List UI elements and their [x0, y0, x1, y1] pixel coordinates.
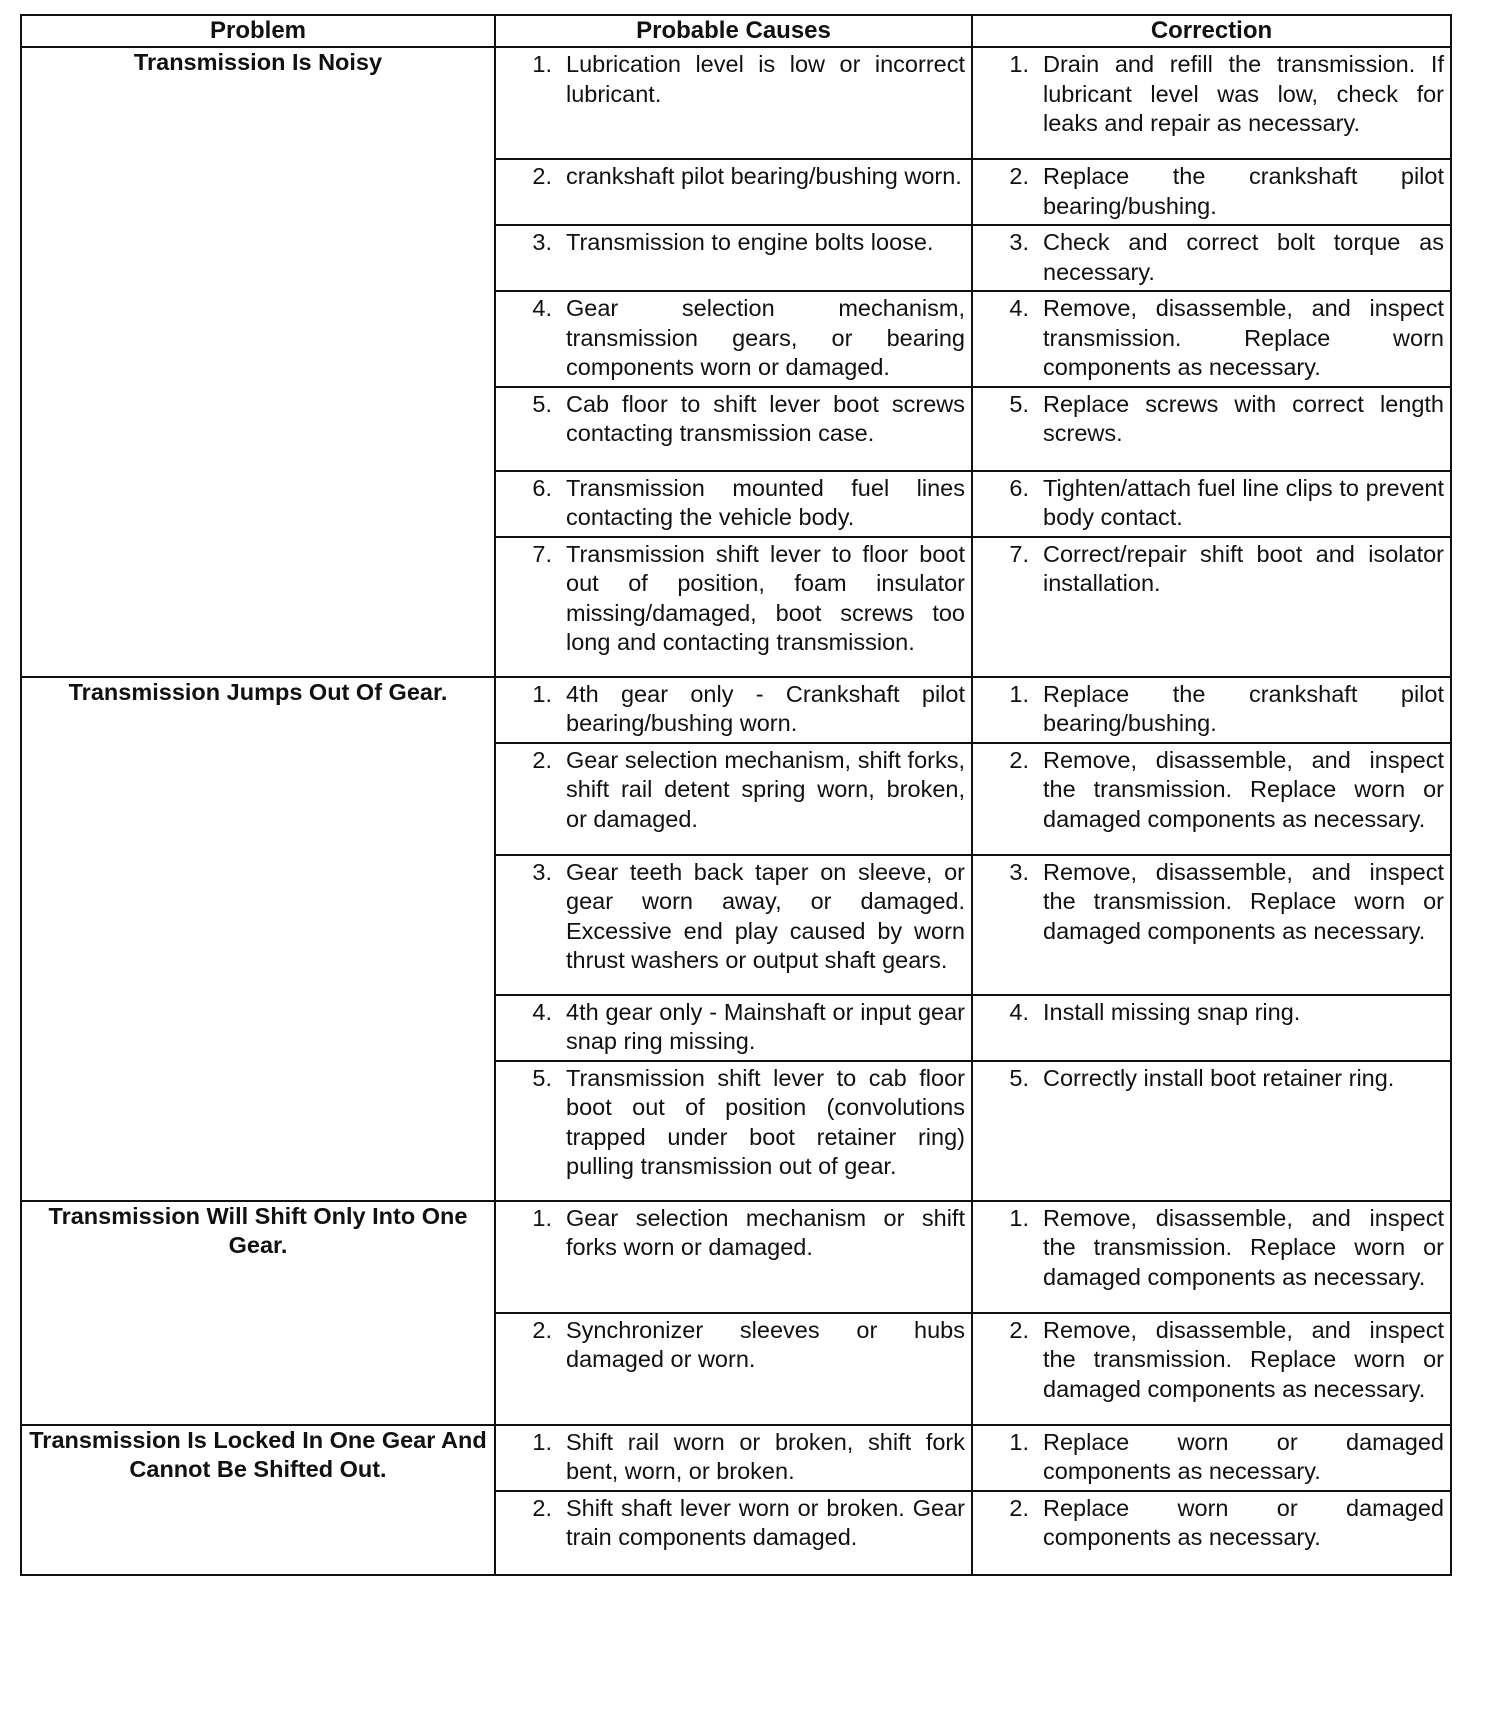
- correction-text: Remove, disassemble, and inspect transmission. Replace worn components as necessary.: [1043, 295, 1444, 380]
- correction-cell: [972, 995, 1451, 1061]
- correction-text: Replace the crankshaft pilot bearing/bushing.: [1043, 680, 1444, 736]
- correction-number: 5.: [1009, 1064, 1029, 1091]
- correction-cell: [972, 47, 1451, 159]
- correction-number: 1.: [1009, 1204, 1029, 1231]
- cause-item: [496, 1426, 971, 1490]
- cause-item: [496, 678, 971, 742]
- correction-item: [973, 856, 1450, 950]
- correction-item: [973, 472, 1450, 536]
- correction-item: [973, 1492, 1450, 1556]
- header-row: [21, 15, 1451, 47]
- table-body: [21, 47, 1451, 1575]
- cause-cell: [495, 1061, 972, 1201]
- cause-number: 2.: [532, 746, 552, 773]
- cause-cell: [495, 47, 972, 159]
- cause-number: 1.: [532, 680, 552, 707]
- correction-item: [973, 160, 1450, 224]
- correction-text: Correct/repair shift boot and isolator installation.: [1043, 540, 1444, 596]
- cause-number: 3.: [532, 858, 552, 885]
- header-problem: Problem: [21, 15, 495, 47]
- correction-number: 2.: [1009, 746, 1029, 773]
- correction-text: Remove, disassemble, and inspect the transmission. Replace worn or damaged components as necessary.: [1043, 1204, 1444, 1290]
- correction-item: [973, 996, 1450, 1031]
- correction-text: Remove, disassemble, and inspect the transmission. Replace worn or damaged components as necessary.: [1043, 746, 1444, 832]
- correction-text: Replace worn or damaged components as necessary.: [1043, 1428, 1444, 1484]
- correction-cell: [972, 1313, 1451, 1425]
- cause-number: 7.: [532, 540, 552, 567]
- cause-cell: [495, 1425, 972, 1491]
- header-correction: Correction: [972, 15, 1451, 47]
- cause-item: [496, 48, 971, 112]
- cause-item: [496, 1492, 971, 1556]
- cause-cell: [495, 743, 972, 855]
- cause-cell: [495, 1313, 972, 1425]
- correction-number: 1.: [1009, 1428, 1029, 1455]
- cause-text: Cab floor to shift lever boot screws contacting transmission case.: [566, 390, 965, 446]
- cause-text: Lubrication level is low or incorrect lubricant.: [566, 51, 965, 107]
- cause-cell: [495, 1491, 972, 1575]
- table-row: [21, 1425, 1451, 1491]
- cause-item: [496, 292, 971, 386]
- correction-number: 4.: [1009, 295, 1029, 321]
- correction-item: [973, 1426, 1450, 1490]
- troubleshooting-sheet: [20, 14, 1450, 1576]
- correction-cell: [972, 387, 1451, 471]
- correction-text: Replace screws with correct length screws.: [1043, 390, 1444, 446]
- correction-text: Replace the crankshaft pilot bearing/bushing.: [1043, 163, 1444, 219]
- cause-cell: [495, 677, 972, 743]
- correction-number: 3.: [1009, 229, 1029, 255]
- table-row: [21, 1201, 1451, 1313]
- correction-text: Install missing snap ring.: [1043, 998, 1301, 1025]
- correction-cell: [972, 1061, 1451, 1201]
- cause-text: Shift rail worn or broken, shift fork bent, worn, or broken.: [566, 1428, 965, 1484]
- correction-number: 4.: [1009, 998, 1029, 1025]
- cause-number: 6.: [532, 474, 552, 501]
- troubleshooting-table: [20, 14, 1452, 1576]
- correction-number: 2.: [1009, 1494, 1029, 1521]
- cause-cell: [495, 471, 972, 537]
- correction-text: Check and correct bolt torque as necessary.: [1043, 229, 1444, 285]
- correction-item: [973, 678, 1450, 742]
- correction-cell: [972, 677, 1451, 743]
- cause-text: crankshaft pilot bearing/bushing worn.: [566, 163, 962, 189]
- cause-text: Transmission mounted fuel lines contacting the vehicle body.: [566, 474, 965, 530]
- cause-text: Gear selection mechanism or shift forks worn or damaged.: [566, 1204, 965, 1260]
- cause-cell: [495, 995, 972, 1061]
- cause-cell: [495, 291, 972, 387]
- correction-item: [973, 1202, 1450, 1296]
- cause-text: Shift shaft lever worn or broken. Gear train components damaged.: [566, 1494, 965, 1550]
- cause-cell: [495, 387, 972, 471]
- correction-number: 1.: [1009, 680, 1029, 707]
- table-row: [21, 47, 1451, 159]
- cause-number: 4.: [532, 998, 552, 1025]
- cause-item: [496, 1202, 971, 1266]
- cause-text: Synchronizer sleeves or hubs damaged or worn.: [566, 1316, 965, 1372]
- correction-item: [973, 388, 1450, 452]
- correction-number: 6.: [1009, 474, 1029, 501]
- cause-cell: [495, 159, 972, 225]
- cause-number: 3.: [532, 229, 552, 255]
- header-probable-causes: Probable Causes: [495, 15, 972, 47]
- cause-item: [496, 160, 971, 195]
- cause-number: 2.: [532, 1316, 552, 1343]
- cause-text: Gear selection mechanism, transmission gears, or bearing components worn or damaged.: [566, 295, 965, 380]
- correction-number: 1.: [1009, 51, 1029, 77]
- problem-cell: Transmission Is Locked In One Gear And Cannot Be Shifted Out.: [21, 1425, 495, 1575]
- cause-cell: [495, 537, 972, 677]
- correction-cell: [972, 855, 1451, 995]
- correction-text: Remove, disassemble, and inspect the transmission. Replace worn or damaged components as necessary.: [1043, 1316, 1444, 1402]
- cause-number: 1.: [532, 51, 552, 77]
- cause-text: Gear selection mechanism, shift forks, shift rail detent spring worn, broken, or damaged.: [566, 746, 965, 832]
- correction-item: [973, 1314, 1450, 1408]
- cause-number: 4.: [532, 295, 552, 321]
- cause-item: [496, 538, 971, 661]
- cause-item: [496, 996, 971, 1060]
- correction-item: [973, 48, 1450, 142]
- cause-text: Gear teeth back taper on sleeve, or gear worn away, or damaged. Excessive end play caused by worn thrust washers or output shaft gears.: [566, 858, 965, 973]
- correction-cell: [972, 537, 1451, 677]
- cause-text: Transmission shift lever to cab floor boot out of position (convolutions trapped under boot retainer ring) pulling transmission out of gear.: [566, 1064, 965, 1179]
- cause-number: 2.: [532, 1494, 552, 1521]
- cause-item: [496, 388, 971, 452]
- correction-cell: [972, 743, 1451, 855]
- cause-number: 1.: [532, 1428, 552, 1455]
- cause-item: [496, 472, 971, 536]
- problem-cell: Transmission Jumps Out Of Gear.: [21, 677, 495, 1201]
- problem-cell: Transmission Is Noisy: [21, 47, 495, 677]
- correction-number: 7.: [1009, 540, 1029, 567]
- correction-number: 2.: [1009, 163, 1029, 189]
- cause-item: [496, 1314, 971, 1378]
- correction-number: 5.: [1009, 390, 1029, 417]
- correction-item: [973, 1062, 1450, 1097]
- cause-number: 1.: [532, 1204, 552, 1231]
- correction-cell: [972, 291, 1451, 387]
- correction-item: [973, 744, 1450, 838]
- correction-cell: [972, 471, 1451, 537]
- cause-cell: [495, 1201, 972, 1313]
- correction-number: 3.: [1009, 858, 1029, 885]
- correction-text: Remove, disassemble, and inspect the transmission. Replace worn or damaged components as necessary.: [1043, 858, 1444, 944]
- table-row: [21, 677, 1451, 743]
- correction-text: Correctly install boot retainer ring.: [1043, 1064, 1395, 1091]
- cause-number: 5.: [532, 390, 552, 417]
- cause-item: [496, 856, 971, 979]
- correction-item: [973, 538, 1450, 602]
- cause-text: Transmission shift lever to floor boot out of position, foam insulator missing/damaged, boot screws too long and contacting transmission.: [566, 540, 965, 655]
- correction-text: Replace worn or damaged components as necessary.: [1043, 1494, 1444, 1550]
- correction-text: Tighten/attach fuel line clips to prevent body contact.: [1043, 474, 1444, 530]
- cause-text: 4th gear only - Mainshaft or input gear snap ring missing.: [566, 998, 965, 1054]
- cause-number: 2.: [532, 163, 552, 189]
- correction-cell: [972, 1491, 1451, 1575]
- cause-item: [496, 744, 971, 838]
- cause-number: 5.: [532, 1064, 552, 1091]
- cause-item: [496, 226, 971, 261]
- correction-number: 2.: [1009, 1316, 1029, 1343]
- cause-cell: [495, 855, 972, 995]
- correction-cell: [972, 1201, 1451, 1313]
- correction-cell: [972, 1425, 1451, 1491]
- correction-cell: [972, 225, 1451, 291]
- correction-cell: [972, 159, 1451, 225]
- cause-text: Transmission to engine bolts loose.: [566, 229, 934, 255]
- cause-item: [496, 1062, 971, 1185]
- correction-item: [973, 226, 1450, 290]
- problem-cell: Transmission Will Shift Only Into One Gear.: [21, 1201, 495, 1425]
- cause-text: 4th gear only - Crankshaft pilot bearing/bushing worn.: [566, 680, 965, 736]
- correction-item: [973, 292, 1450, 386]
- correction-text: Drain and refill the transmission. If lubricant level was low, check for leaks and repair as necessary.: [1043, 51, 1444, 136]
- cause-cell: [495, 225, 972, 291]
